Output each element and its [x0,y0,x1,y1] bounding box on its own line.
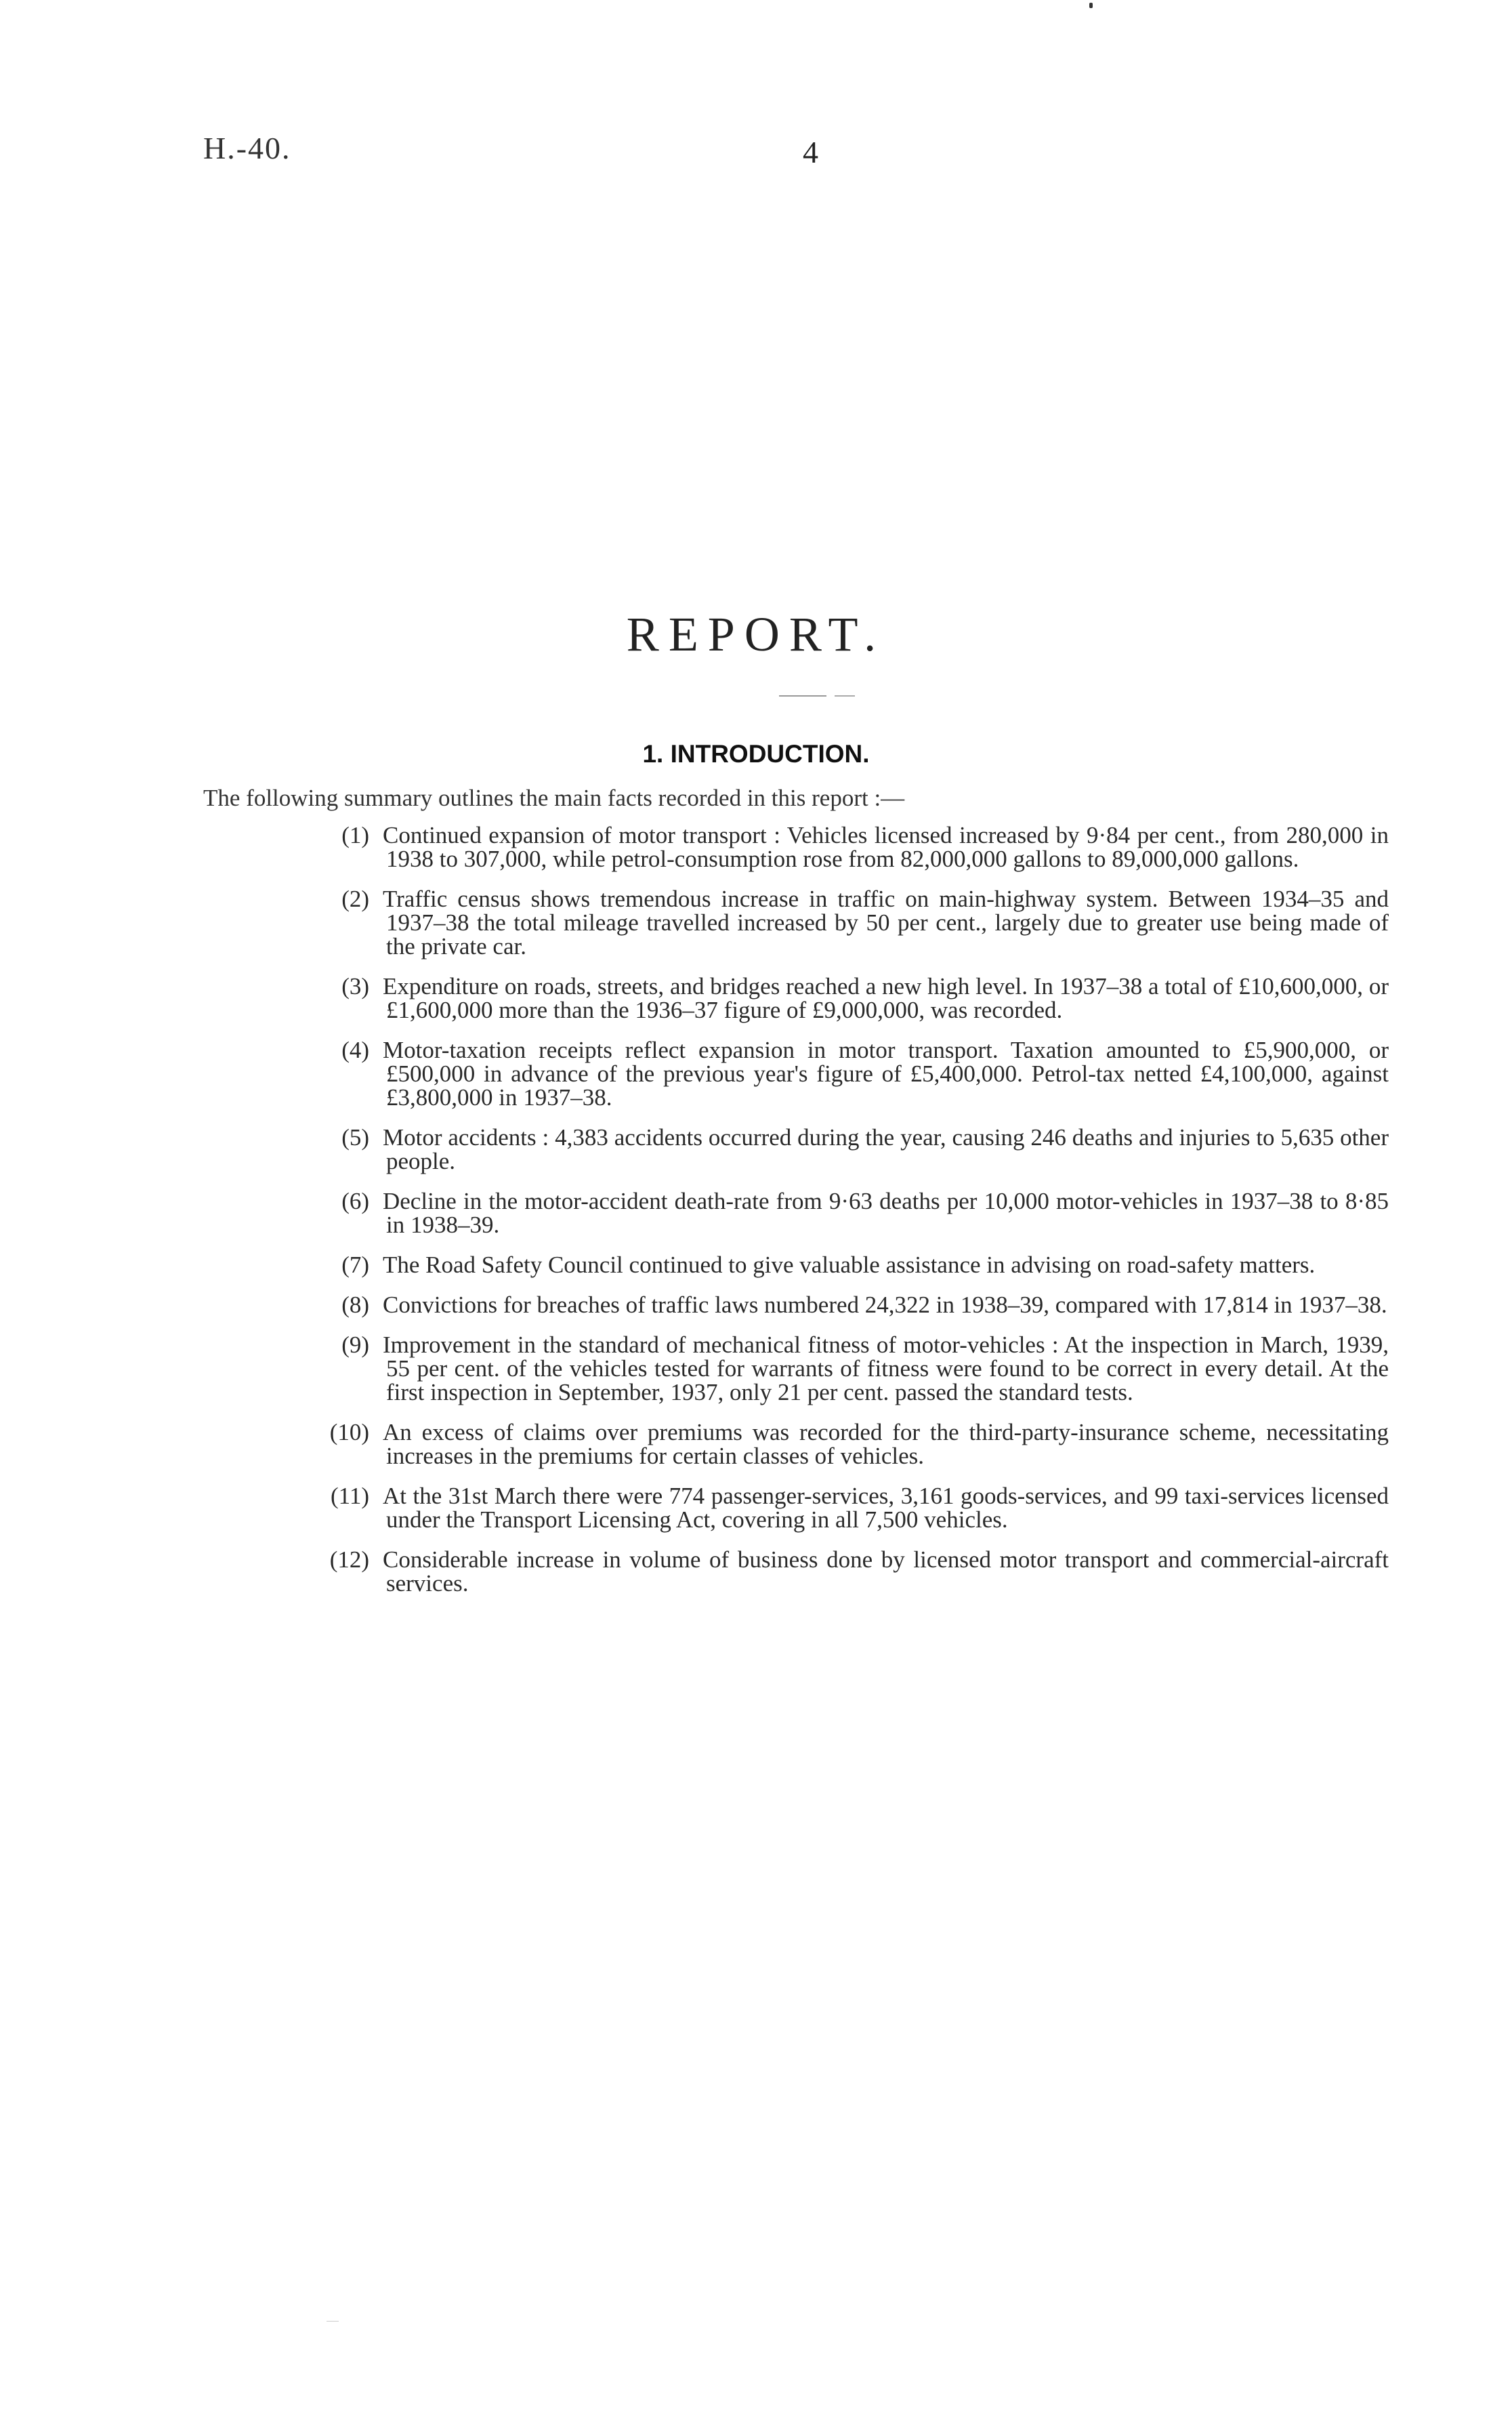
item-number: (12) [329,1546,369,1573]
summary-list [291,823,1389,1611]
item-text: At the 31st March there were 774 passenger-services, 3,161 goods-services, and 99 taxi-services licensed under the Transport Licensing Act, covering in all 7,500 vehicles. [383,1483,1389,1533]
item-number: (8) [341,1292,369,1318]
print-speck [1089,3,1093,8]
item-number: (2) [341,886,369,912]
summary-item [291,1038,1389,1109]
summary-item [291,1333,1389,1404]
item-text: An excess of claims over premiums was recorded for the third-party-insurance scheme, necessitating increases in the premiums for certain classes of vehicles. [383,1419,1389,1469]
summary-item [291,1420,1389,1468]
summary-item [291,1293,1389,1317]
item-number: (3) [341,973,369,999]
title-divider [779,695,826,697]
item-number: (4) [341,1037,369,1063]
summary-item [291,1126,1389,1173]
item-text: Expenditure on roads, streets, and bridges reached a new high level. In 1937–38 a total of £10,600,000, or £1,600,000 more than the 1936–37 figure of £9,000,000, was recorded. [383,973,1389,1023]
item-text: Convictions for breaches of traffic laws numbered 24,322 in 1938–39, compared with 17,814 in 1937–38. [383,1292,1387,1318]
item-number: (10) [329,1419,369,1445]
document-reference: H.-40. [203,131,291,165]
item-text: Continued expansion of motor transport : Vehicles licensed increased by 9·84 per cent., from 280,000 in 1938 to 307,000, while petrol-consumption rose from 82,000,000 gallons to 89,000,000 gallons. [383,822,1389,872]
item-number: (1) [341,822,369,848]
report-title: REPORT. [626,607,886,661]
item-text: Motor-taxation receipts reflect expansion in motor transport. Taxation amounted to £5,900,000, or £500,000 in advance of the previous year's figure of £5,400,000. Petrol-tax netted £4,100,000, against £3,800,000 in 1937–38. [383,1037,1389,1111]
item-number: (6) [341,1188,369,1214]
item-number: (5) [341,1124,369,1151]
title-divider-short [835,695,855,697]
item-text: The Road Safety Council continued to give valuable assistance in advising on road-safety matters. [383,1252,1316,1278]
summary-item [291,974,1389,1022]
summary-item [291,823,1389,871]
item-number: (7) [341,1252,369,1278]
margin-mark [327,2321,339,2322]
item-text: Traffic census shows tremendous increase in traffic on main-highway system. Between 1934–35 and 1937–38 the total mileage travelled increased by 50 per cent., largely due to greater use being made of the private car. [383,886,1389,960]
section-heading: 1. INTRODUCTION. [642,740,870,768]
item-number: (9) [341,1332,369,1358]
page-number: 4 [803,135,818,169]
intro-paragraph: The following summary outlines the main facts recorded in this report :— [203,785,905,811]
summary-item [291,1189,1389,1237]
summary-item [291,1484,1389,1531]
item-text: Improvement in the standard of mechanical fitness of motor-vehicles : At the inspection in March, 1939, 55 per cent. of the vehicles tested for warrants of fitness were found to be correct in every detail. At the first inspection in September, 1937, only 21 per cent. passed the standard tests. [383,1332,1389,1405]
item-text: Considerable increase in volume of business done by licensed motor transport and commercial-aircraft services. [383,1546,1389,1596]
summary-item [291,887,1389,958]
summary-item [291,1548,1389,1595]
summary-item [291,1253,1389,1277]
item-number: (11) [330,1483,369,1509]
item-text: Decline in the motor-accident death-rate from 9·63 deaths per 10,000 motor-vehicles in 1937–38 to 8·85 in 1938–39. [383,1188,1389,1238]
item-text: Motor accidents : 4,383 accidents occurred during the year, causing 246 deaths and injuries to 5,635 other people. [383,1124,1389,1174]
